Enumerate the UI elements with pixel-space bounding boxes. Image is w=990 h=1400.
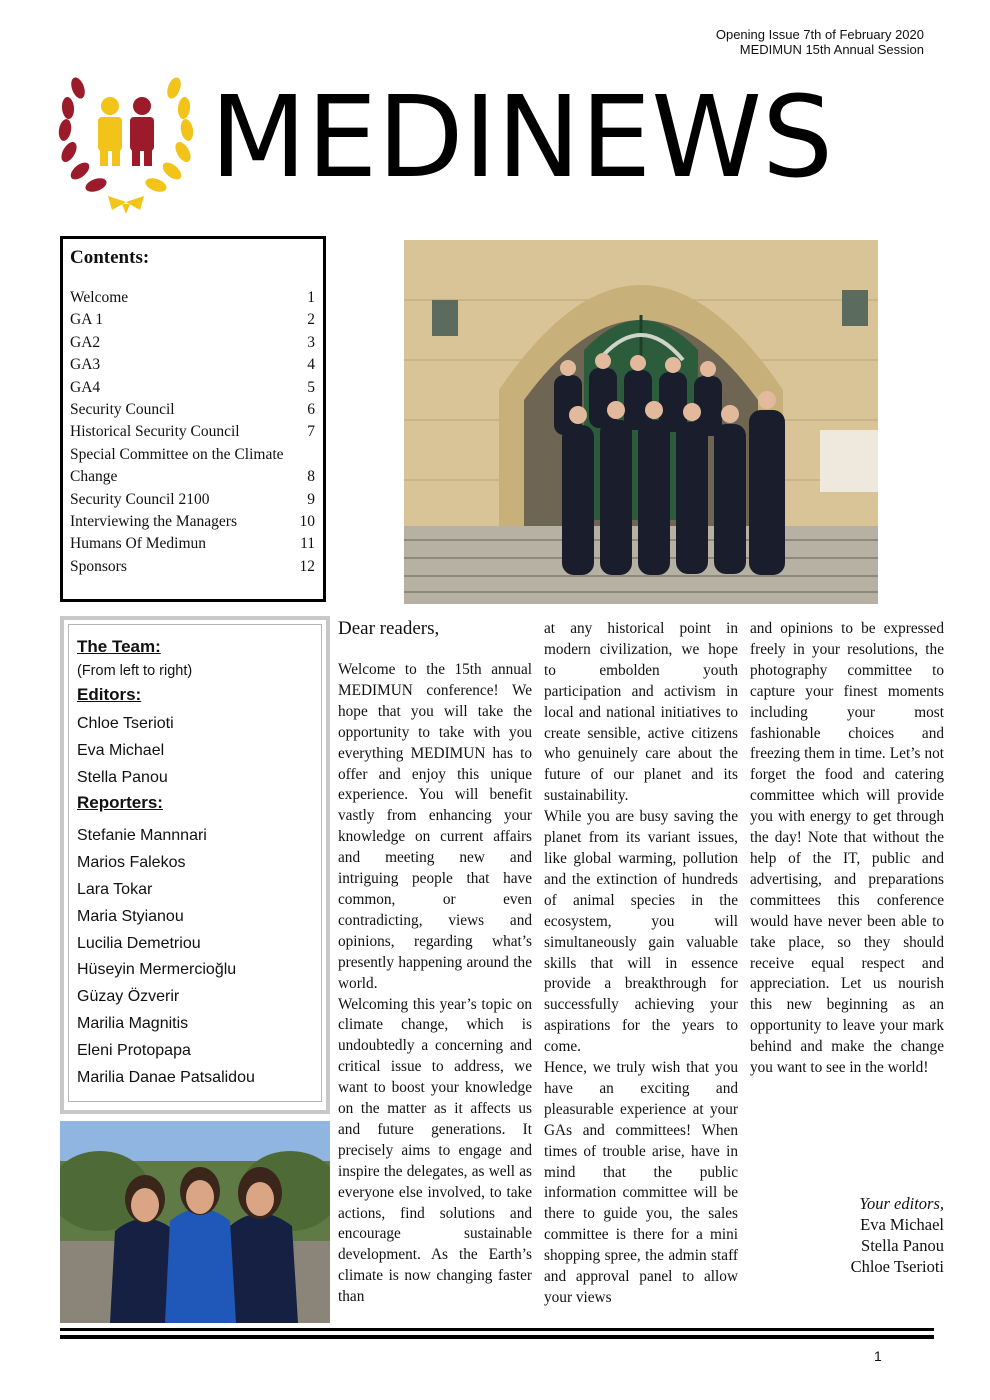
contents-item bbox=[70, 489, 315, 511]
contents-item bbox=[70, 466, 315, 488]
contents-item bbox=[70, 533, 315, 555]
signoff-name: Stella Panou bbox=[861, 1236, 944, 1255]
editor-name: Stella Panou bbox=[77, 768, 168, 786]
contents-title: Contents: bbox=[70, 247, 150, 268]
editor-name: Chloe Tserioti bbox=[77, 715, 174, 732]
contents-item-label: Sponsors bbox=[70, 557, 127, 575]
editor-name: Eva Michael bbox=[77, 741, 165, 759]
letter-salutation: Dear readers, bbox=[338, 618, 440, 639]
contents-item-page: 3 bbox=[307, 333, 315, 351]
signoff-names bbox=[851, 1214, 944, 1277]
contents-item-page: 5 bbox=[307, 378, 315, 396]
editors-photo bbox=[60, 1121, 330, 1323]
contents-item-label: Change bbox=[70, 468, 118, 486]
contents-item bbox=[70, 377, 315, 399]
reporter-name: Marilia Magnitis bbox=[77, 1014, 189, 1032]
letter-paragraph: Welcome to the 15th annual MEDIMUN conference! We hope that you will take the opportunity to take with you everything MEDIMUN has to offer and enjoy this unique experience. You will benefit vastly from enhancing your knowledge on current affairs and meeting new and intriguing people that have common, or even contradicting, views and opinions, regarding what’s presently happening around the world. bbox=[338, 661, 532, 992]
contents-box bbox=[60, 236, 326, 602]
contents-item-page: 4 bbox=[307, 356, 315, 374]
contents-item bbox=[70, 287, 315, 309]
reporter-name: Maria Styianou bbox=[77, 907, 184, 925]
contents-item-page: 11 bbox=[300, 535, 315, 553]
session-name: MEDIMUN 15th Annual Session bbox=[739, 42, 924, 57]
contents-item bbox=[70, 556, 315, 578]
contents-item-page: 1 bbox=[307, 289, 315, 306]
contents-item-label: Security Council 2100 bbox=[70, 490, 210, 508]
contents-item-label: Historical Security Council bbox=[70, 423, 240, 441]
contents-item bbox=[70, 309, 315, 331]
group-photo bbox=[404, 240, 878, 604]
issue-date: Opening Issue 7th of February 2020 bbox=[715, 27, 924, 42]
contents-item-label: GA4 bbox=[70, 378, 101, 396]
editors-title: Editors: bbox=[77, 685, 142, 704]
signoff-intro: Your editors, bbox=[859, 1194, 944, 1213]
contents-list bbox=[70, 287, 315, 578]
team-title: The Team: bbox=[77, 637, 161, 656]
letter-column-1 bbox=[338, 660, 532, 1308]
letter-paragraph: Welcoming this year’s topic on climate change, which is undoubtedly a concerning and critical issue to address, we want to boost your knowledge on the matter as it affects us and future generations. It precisely aims to engage and inspire the delegates, as well as everyone else involved, to take actions, find solutions and encourage sustainable development. As the Earth’s climate is now changing faster than bbox=[338, 995, 532, 1306]
contents-item-label: Welcome bbox=[70, 289, 129, 306]
footer-rule-thick bbox=[60, 1335, 934, 1339]
letter-paragraph: Hence, we truly wish that you have an exciting and pleasurable experience at your GAs and committees! When times of trouble arise, have in mind that the public information committee will be there to guide you, the sales committee is there for a mini shopping spree, the admin staff and approval panel to allow your views bbox=[544, 1059, 738, 1306]
signoff-name: Eva Michael bbox=[860, 1215, 944, 1234]
reporter-name: Marilia Danae Patsalidou bbox=[77, 1068, 255, 1086]
letter-paragraph: While you are busy saving the planet from its variant issues, like global warming, pollution and the extinction of hundreds of animal species in the ecosystem, you will simultaneously gain valuable skills that will in essence provide a breakthrough for successfully achieving your aspirations for the years to come. bbox=[544, 808, 738, 1056]
reporter-name: Eleni Protopapa bbox=[77, 1041, 191, 1059]
letter-column-3 bbox=[750, 619, 944, 1079]
team-box bbox=[60, 616, 330, 1114]
contents-item-page: 12 bbox=[299, 557, 315, 575]
contents-item-label: GA 1 bbox=[70, 311, 104, 329]
reporter-name: Lucilia Demetriou bbox=[77, 934, 201, 952]
editors-list bbox=[77, 711, 313, 791]
contents-item-label: GA3 bbox=[70, 356, 101, 374]
letter-paragraph: and opinions to be expressed freely in your resolutions, the photography committee to capture your finest moments including your most fashionable choices and freezing them in time. Let’s not forget the food and catering committee which will provide you with energy to get through the day! Note that without the help of the IT, public and advertising, and preparations committees this conference would have never been able to take place, so they should receive equal respect and appreciation. Let us nourish this new beginning as an opportunity to leave your mark behind and make the change you want to see in the world! bbox=[750, 620, 944, 1077]
contents-item-page: 2 bbox=[307, 311, 315, 329]
contents-item bbox=[70, 511, 315, 533]
masthead-title: MEDINEWS bbox=[210, 73, 834, 203]
reporter-name: Lara Tokar bbox=[77, 880, 153, 898]
contents-item-label: Special Committee on the Climate bbox=[70, 445, 284, 463]
signoff bbox=[851, 1193, 944, 1277]
reporter-name: Güzay Özverir bbox=[77, 988, 180, 1006]
contents-item bbox=[70, 332, 315, 354]
reporter-name: Stefanie Mannnari bbox=[77, 827, 207, 845]
contents-item bbox=[70, 444, 315, 466]
contents-item-label: GA2 bbox=[70, 333, 101, 351]
contents-item-label: Security Council bbox=[70, 401, 175, 419]
contents-item-label: Humans Of Medimun bbox=[70, 535, 207, 553]
contents-item bbox=[70, 421, 315, 443]
letter-column-2 bbox=[544, 619, 738, 1309]
contents-item-page bbox=[297, 444, 315, 466]
signoff-name: Chloe Tserioti bbox=[850, 1257, 944, 1276]
contents-item-page: 7 bbox=[307, 423, 315, 441]
reporters-title: Reporters: bbox=[77, 793, 163, 813]
footer-rule-thin bbox=[60, 1328, 934, 1331]
page-number: 1 bbox=[874, 1348, 882, 1364]
contents-item-page: 6 bbox=[307, 401, 315, 419]
medimun-logo bbox=[56, 68, 196, 218]
contents-item-page: 8 bbox=[307, 468, 315, 486]
reporters-list bbox=[77, 823, 313, 1091]
contents-item-page: 9 bbox=[307, 490, 315, 508]
contents-item-page: 10 bbox=[299, 513, 315, 531]
team-subtitle: (From left to right) bbox=[77, 663, 193, 679]
contents-item bbox=[70, 399, 315, 421]
contents-item bbox=[70, 354, 315, 376]
reporter-name: Marios Falekos bbox=[77, 854, 186, 872]
letter-paragraph: at any historical point in modern civilization, we hope to embolden youth participation and activism in local and national initiatives to create sensible, active citizens who genuinely care about the future of our planet and its sustainability. bbox=[544, 620, 738, 805]
contents-item-label: Interviewing the Managers bbox=[70, 513, 237, 531]
reporter-name: Hüseyin Mermercioğlu bbox=[77, 961, 237, 979]
